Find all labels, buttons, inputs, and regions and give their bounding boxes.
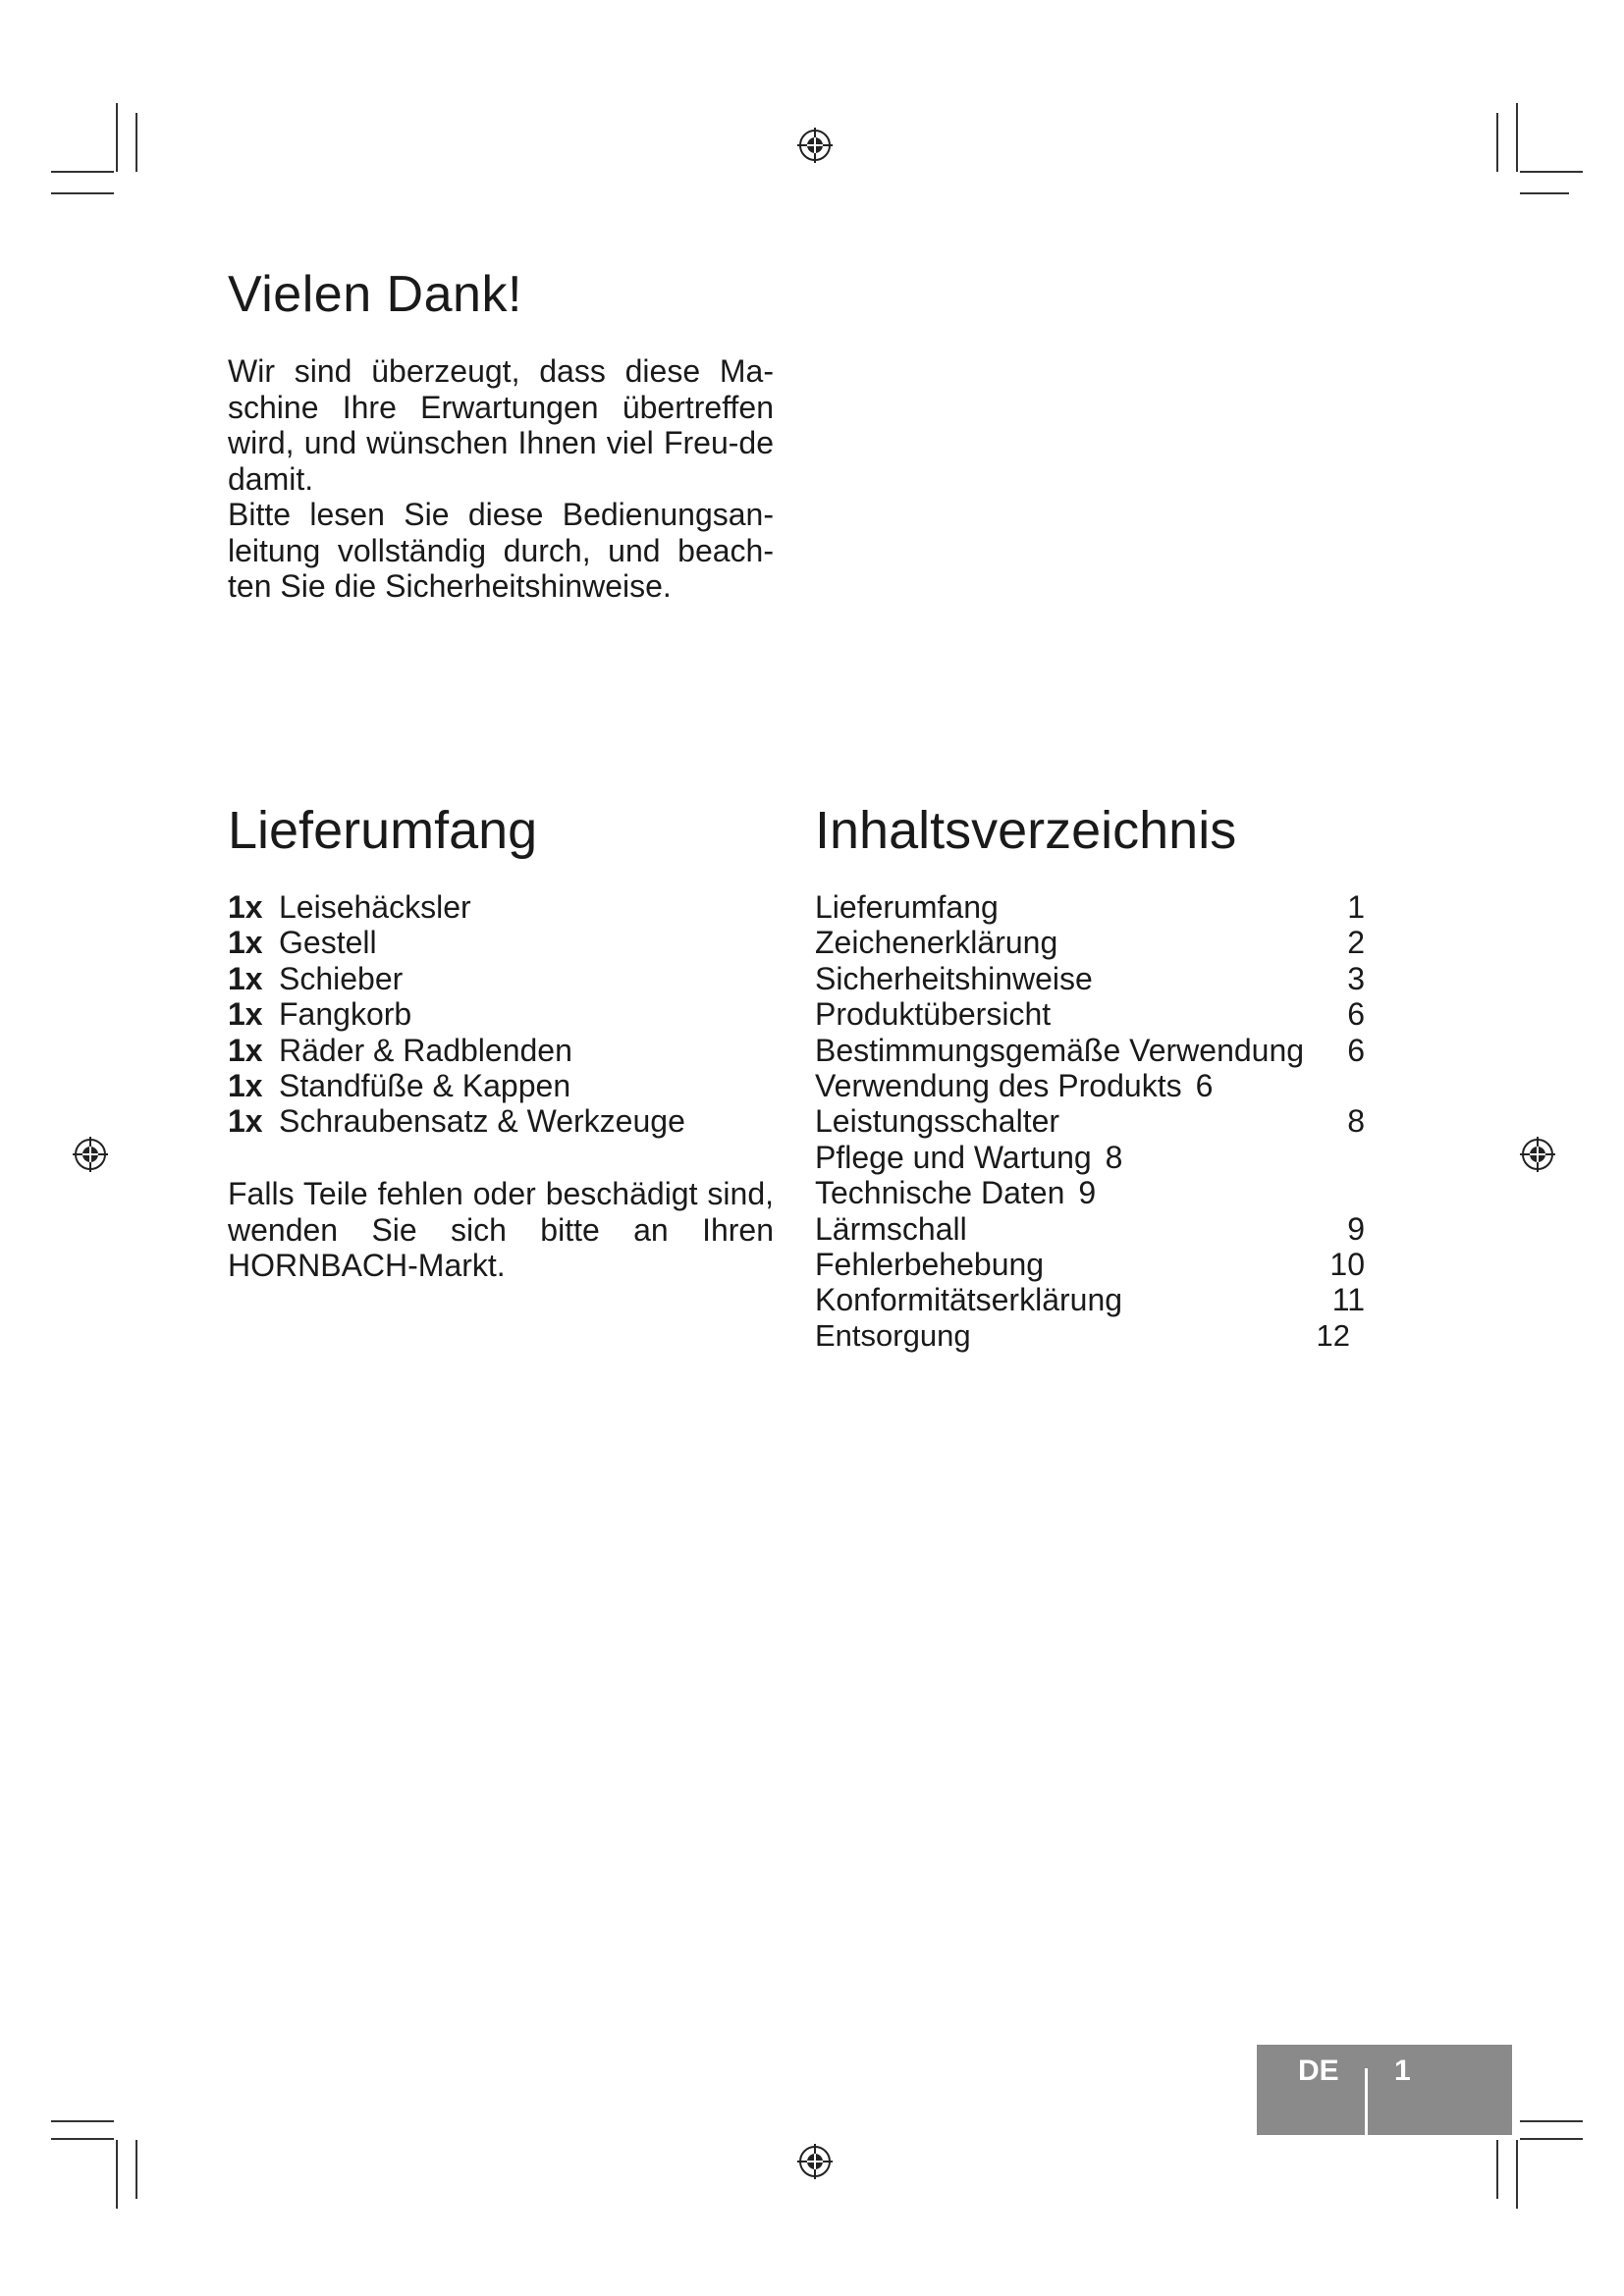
item-quantity: 1x [228, 996, 263, 1033]
crop-mark-bottom-right-h [1520, 2120, 1583, 2122]
registration-mark-icon [795, 2142, 835, 2181]
toc-label: Konformitätserklärung [815, 1282, 1123, 1318]
item-label: Schieber [279, 960, 404, 996]
crop-mark-top-left-v2 [135, 113, 137, 172]
item-quantity: 1x [228, 1032, 263, 1068]
crop-mark-bottom-right-v [1496, 2140, 1498, 2199]
crop-mark-bottom-right-h2 [1520, 2138, 1583, 2140]
item-label: Gestell [279, 925, 377, 961]
toc-label: Zeichenerklärung [815, 925, 1058, 961]
page-number: 1 [1394, 2055, 1411, 2087]
item-quantity: 1x [228, 889, 263, 925]
list-item [228, 925, 685, 960]
registration-mark-icon [71, 1135, 110, 1174]
toc-entry [815, 1247, 1365, 1282]
toc-page: 9 [1078, 1175, 1097, 1211]
item-label: Räder & Radblenden [279, 1032, 572, 1068]
page-title: Vielen Dank! [228, 266, 522, 323]
crop-mark-top-left-h [51, 171, 114, 173]
toc-entry [815, 961, 1365, 996]
item-label: Standfüße & Kappen [279, 1068, 571, 1104]
toc-page: 6 [1347, 1032, 1365, 1068]
toc-page: 6 [1195, 1068, 1214, 1104]
delivery-list [228, 889, 685, 1140]
toc-label: Lieferumfang [815, 889, 999, 925]
registration-mark-icon [1518, 1135, 1557, 1174]
toc-label: Entsorgung [815, 1317, 971, 1353]
crop-mark-bottom-left-v2 [135, 2140, 137, 2199]
toc-page: 1 [1347, 889, 1365, 925]
toc-label: Pflege und Wartung [815, 1139, 1092, 1175]
item-label: Schraubensatz & Werkzeuge [279, 1103, 685, 1140]
item-quantity: 1x [228, 960, 263, 996]
toc-label: Lärmschall [815, 1210, 967, 1247]
item-label: Fangkorb [279, 996, 412, 1033]
crop-mark-top-left-v [116, 103, 118, 172]
list-item [228, 889, 685, 925]
crop-mark-bottom-left-v [116, 2140, 118, 2209]
toc-entry [815, 925, 1365, 960]
toc-entry [815, 1318, 1350, 1354]
toc-label: Verwendung des Produkts [815, 1068, 1182, 1104]
list-item [228, 996, 685, 1032]
item-quantity: 1x [228, 1068, 263, 1104]
list-item [228, 961, 685, 996]
toc-page: 8 [1105, 1139, 1123, 1175]
crop-mark-bottom-right-v2 [1516, 2140, 1518, 2209]
toc-label: Sicherheitshinweise [815, 960, 1093, 996]
toc-page: 9 [1347, 1210, 1365, 1247]
registration-mark-icon [795, 126, 835, 165]
toc-entry [815, 889, 1365, 925]
toc-page: 10 [1329, 1247, 1365, 1283]
item-label: Leisehäcksler [279, 889, 471, 925]
section-title-toc: Inhaltsverzeichnis [815, 801, 1237, 860]
table-of-contents [815, 889, 1365, 1354]
page-tab [1257, 2045, 1512, 2135]
crop-mark-bottom-left-h [51, 2120, 114, 2122]
toc-entry [815, 1211, 1365, 1247]
missing-parts-note: Falls Teile fehlen oder beschädigt sind, wenden Sie sich bitte an Ihren HORNBACH-Markt. [228, 1176, 774, 1283]
toc-label: Bestimmungsgemäße Verwendung [815, 1032, 1305, 1068]
intro-paragraph: Wir sind überzeugt, dass diese Ma-schine Ihre Erwartungen übertreffen wird, und wünschen Ihnen viel Freu-de damit. [228, 353, 774, 497]
list-item [228, 1033, 685, 1068]
crop-mark-top-right-h [1520, 171, 1583, 173]
toc-page: 11 [1331, 1282, 1365, 1318]
list-item [228, 1068, 685, 1103]
tab-divider [1365, 2068, 1368, 2135]
toc-entry [815, 1282, 1365, 1317]
list-item [228, 1103, 685, 1139]
crop-mark-bottom-left-h2 [51, 2138, 114, 2140]
crop-mark-top-left-h2 [51, 192, 114, 194]
crop-mark-top-right-v [1496, 113, 1498, 172]
toc-entry [815, 1033, 1365, 1068]
section-title-lieferumfang: Lieferumfang [228, 801, 538, 860]
toc-label: Leistungsschalter [815, 1103, 1060, 1140]
toc-page: 12 [1316, 1317, 1350, 1353]
item-quantity: 1x [228, 1103, 263, 1140]
toc-entry [815, 1068, 1365, 1103]
toc-page: 8 [1347, 1103, 1365, 1140]
intro-paragraph: Bitte lesen Sie diese Bedienungsan-leitung vollständig durch, und beach-ten Sie die Sicherheitshinweise. [228, 497, 774, 604]
toc-page: 2 [1347, 925, 1365, 961]
toc-label: Fehlerbehebung [815, 1247, 1045, 1283]
intro-text [228, 353, 774, 605]
toc-label: Technische Daten [815, 1175, 1065, 1211]
crop-mark-top-right-v2 [1516, 103, 1518, 172]
toc-entry [815, 996, 1365, 1032]
toc-entry [815, 1103, 1365, 1139]
item-quantity: 1x [228, 925, 263, 961]
toc-page: 3 [1347, 960, 1365, 996]
toc-entry [815, 1140, 1365, 1175]
crop-mark-top-right-h2 [1520, 192, 1569, 194]
language-code: DE [1298, 2055, 1339, 2087]
toc-entry [815, 1175, 1365, 1210]
toc-page: 6 [1347, 996, 1365, 1033]
toc-label: Produktübersicht [815, 996, 1052, 1033]
